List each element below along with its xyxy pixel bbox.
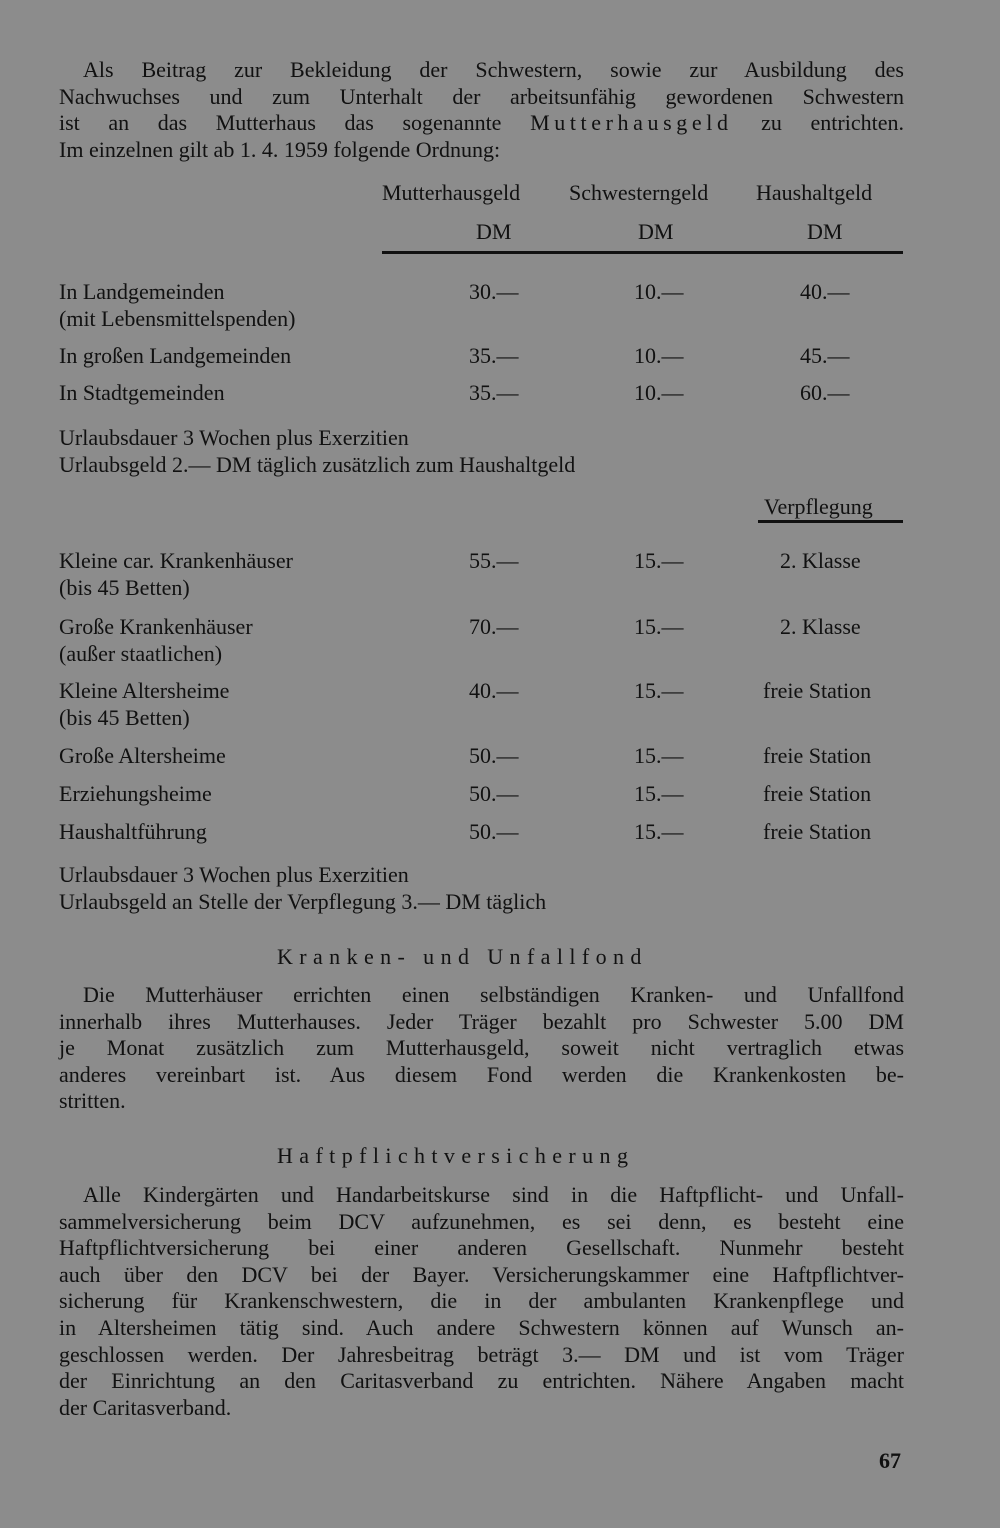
row-value-haushaltgeld: 60.— <box>800 380 850 405</box>
unit-label: DM <box>807 219 843 244</box>
intro-line: Nachwuchses und zum Unterhalt der arbeitsunfähig gewordenen Schwestern <box>59 83 904 109</box>
note-line: Urlaubsdauer 3 Wochen plus Exerzitien <box>59 425 409 450</box>
verpflegung-rule <box>758 520 903 523</box>
row-value-mutterhausgeld: 40.— <box>469 678 519 703</box>
row-label: In Landgemeinden <box>59 279 225 304</box>
section1-line: anderes vereinbart ist. Aus diesem Fond werden die Krankenkosten be- <box>59 1061 904 1087</box>
intro-line: Als Beitrag zur Bekleidung der Schwestern, sowie zur Ausbildung des <box>83 57 904 82</box>
row-value-mutterhausgeld: 50.— <box>469 781 519 806</box>
row-value-mutterhausgeld: 70.— <box>469 614 519 639</box>
unit-label: DM <box>476 219 512 244</box>
row-value-verpflegung: freie Station <box>763 743 872 768</box>
intro-paragraph <box>59 57 904 163</box>
row-value-mutterhausgeld: 55.— <box>469 548 519 573</box>
row-value-verpflegung: freie Station <box>763 678 872 703</box>
row-label: In Stadtgemeinden <box>59 380 225 405</box>
section2-line: der Caritasverband. <box>59 1394 232 1420</box>
header-mutterhausgeld: Mutterhausgeld <box>382 180 521 205</box>
intro-line <box>59 110 904 137</box>
row-value-schwesterngeld: 10.— <box>634 279 684 304</box>
row-value-mutterhausgeld: 50.— <box>469 819 519 844</box>
row-value-verpflegung: freie Station <box>763 781 872 806</box>
row-value-haushaltgeld: 45.— <box>800 343 850 368</box>
note-line: Urlaubsdauer 3 Wochen plus Exerzitien <box>59 862 409 887</box>
row-value-schwesterngeld: 10.— <box>634 343 684 368</box>
note-line: Urlaubsgeld 2.— DM täglich zusätzlich zum Haushaltgeld <box>59 452 576 477</box>
section2-line: Haftpflichtversicherung bei einer anderen Gesellschaft. Nunmehr besteht <box>59 1235 904 1261</box>
section1-line: je Monat zusätzlich zum Mutterhausgeld, soweit nicht vertraglich etwas <box>59 1035 904 1061</box>
section2-line: in Altersheimen tätig sind. Auch andere Schwestern können auf Wunsch an- <box>59 1314 904 1340</box>
intro-text: ist an das Mutterhaus das sogenannte <box>59 110 531 136</box>
row-value-verpflegung: freie Station <box>763 819 872 844</box>
row-value-schwesterngeld: 15.— <box>634 614 684 639</box>
row-label: Große Krankenhäuser <box>59 614 253 639</box>
intro-line: Im einzelnen gilt ab 1. 4. 1959 folgende Ordnung: <box>59 136 501 162</box>
row-value-schwesterngeld: 15.— <box>634 743 684 768</box>
row-value-schwesterngeld: 10.— <box>634 380 684 405</box>
section1-paragraph <box>59 982 904 1115</box>
row-value-mutterhausgeld: 35.— <box>469 343 519 368</box>
row-sublabel: (außer staatlichen) <box>59 641 223 666</box>
section2-line: sicherung für Krankenschwestern, die in der ambulanten Krankenpflege und <box>59 1288 904 1314</box>
row-label: Kleine car. Krankenhäuser <box>59 548 293 573</box>
unit-label: DM <box>638 219 674 244</box>
row-value-schwesterngeld: 15.— <box>634 678 684 703</box>
row-value-verpflegung: 2. Klasse <box>780 548 861 573</box>
section2-line: Alle Kindergärten und Handarbeitskurse sind in die Haftpflicht- und Unfall- <box>83 1182 904 1207</box>
section2-line: sammelversicherung beim DCV aufzunehmen, es sei denn, es besteht eine <box>59 1208 904 1234</box>
header-verpflegung: Verpflegung <box>764 494 873 519</box>
row-value-mutterhausgeld: 50.— <box>469 743 519 768</box>
section2-line: der Einrichtung an den Caritasverband zu entrichten. Nähere Angaben macht <box>59 1368 904 1394</box>
row-sublabel: (mit Lebensmittelspenden) <box>59 306 296 331</box>
section2-paragraph <box>59 1182 904 1421</box>
section1-line: stritten. <box>59 1088 126 1114</box>
row-label: In großen Landgemeinden <box>59 343 292 368</box>
row-value-schwesterngeld: 15.— <box>634 548 684 573</box>
row-sublabel: (bis 45 Betten) <box>59 575 190 600</box>
mutterhausgeld-term: Mutterhausgeld <box>530 110 733 136</box>
row-label: Große Altersheime <box>59 743 226 768</box>
intro-text: zu entrichten. <box>732 110 904 136</box>
section1-line: Die Mutterhäuser errichten einen selbständigen Kranken- und Unfallfond <box>83 982 904 1007</box>
section-heading-kranken-unfallfond: Kranken- und Unfallfond <box>277 944 648 969</box>
row-value-haushaltgeld: 40.— <box>800 279 850 304</box>
row-value-schwesterngeld: 15.— <box>634 819 684 844</box>
row-value-mutterhausgeld: 35.— <box>469 380 519 405</box>
row-label: Erziehungsheime <box>59 781 212 806</box>
section2-line: geschlossen werden. Der Jahresbeitrag beträgt 3.— DM und ist vom Träger <box>59 1341 904 1367</box>
section1-line: innerhalb ihres Mutterhauses. Jeder Träger bezahlt pro Schwester 5.00 DM <box>59 1008 904 1034</box>
header-schwesterngeld: Schwesterngeld <box>569 180 709 205</box>
header-rule <box>382 251 903 254</box>
row-value-verpflegung: 2. Klasse <box>780 614 861 639</box>
row-value-mutterhausgeld: 30.— <box>469 279 519 304</box>
header-haushaltgeld: Haushaltgeld <box>756 180 873 205</box>
section-heading-haftpflichtversicherung: Haftpflichtversicherung <box>277 1143 635 1168</box>
note-line: Urlaubsgeld an Stelle der Verpflegung 3.— DM täglich <box>59 889 547 914</box>
page-number: 67 <box>879 1448 901 1473</box>
section2-line: auch über den DCV bei der Bayer. Versicherungskammer eine Haftpflichtver- <box>59 1261 904 1287</box>
row-label: Haushaltführung <box>59 819 207 844</box>
row-value-schwesterngeld: 15.— <box>634 781 684 806</box>
row-sublabel: (bis 45 Betten) <box>59 705 190 730</box>
row-label: Kleine Altersheime <box>59 678 230 703</box>
